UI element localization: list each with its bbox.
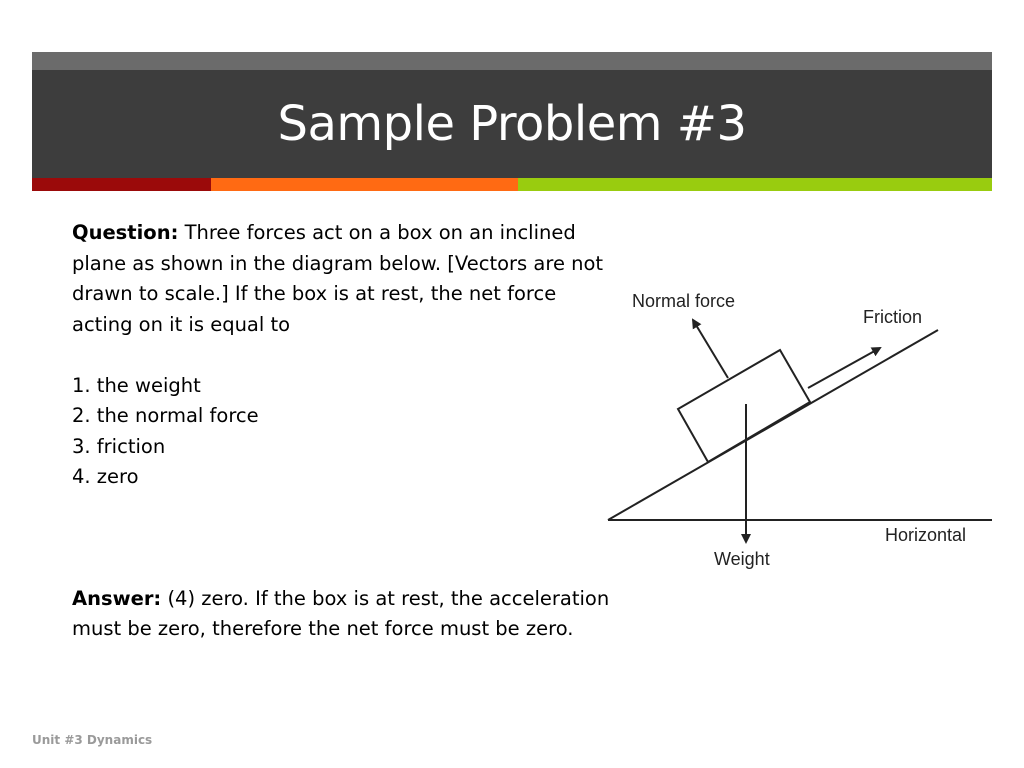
normal-force-label: Normal force: [632, 291, 736, 311]
friction-arrow: [808, 348, 880, 388]
accent-orange-segment: [211, 178, 518, 191]
accent-red-segment: [32, 178, 211, 191]
slide-body: [72, 218, 617, 645]
option-3: 3. friction: [72, 434, 166, 458]
slide-title: Sample Problem #3: [277, 96, 747, 152]
option-4: 4. zero: [72, 465, 139, 488]
footer-unit-label: Unit #3 Dynamics: [32, 733, 153, 747]
accent-green-segment: [518, 178, 992, 191]
friction-label: Friction: [863, 307, 923, 327]
horizontal-label: Horizontal: [885, 525, 967, 545]
question-text: Three forces act on a box on an inclined plane as shown in the diagram below. [Vectors are not drawn to scale.] If the box is at rest, the net force acting on it is equal to: [72, 221, 604, 336]
box: [678, 350, 810, 462]
accent-strip: [32, 178, 992, 191]
title-top-band: [32, 52, 992, 70]
answer-text: (4) zero. If the box is at rest, the acceleration must be zero, therefore the net force must be zero.: [72, 586, 610, 640]
inclined-plane-diagram: [600, 280, 1000, 580]
title-bar: [32, 70, 992, 178]
option-1: 1. the weight: [72, 373, 201, 397]
question-paragraph: [72, 218, 617, 340]
answer-label: Answer:: [72, 586, 162, 610]
option-2: 2. the normal force: [72, 404, 259, 427]
weight-label: Weight: [714, 549, 770, 569]
question-label: Question:: [72, 221, 179, 244]
answer-paragraph: [72, 584, 617, 645]
normal-force-arrow: [693, 320, 728, 378]
